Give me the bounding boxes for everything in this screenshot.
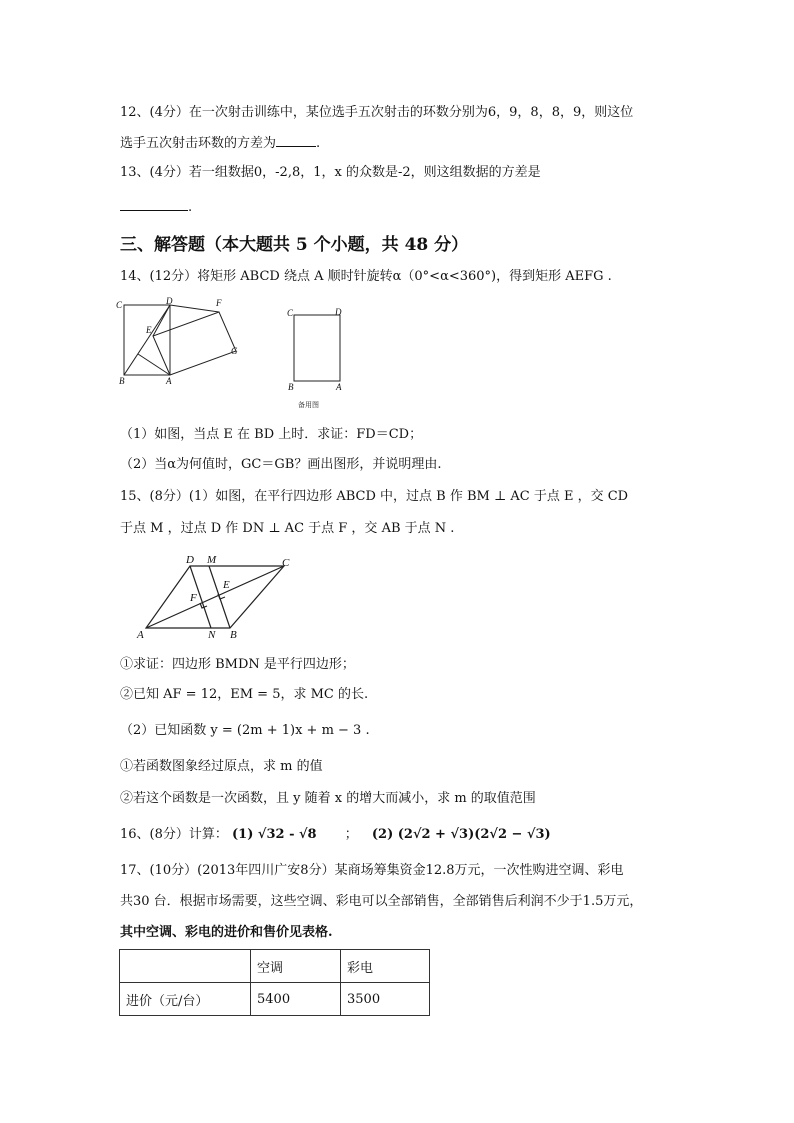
label-e: E [146,325,152,335]
q13-line2-end: . [188,200,193,215]
q15-part2: （2）已知函数 y = (2m + 1)x + m − 3 . [120,723,370,738]
label-b: B [230,629,237,641]
label-c: C [116,300,123,310]
label-d: D [186,554,194,566]
q16-prefix: 16、(8分）计算： [120,827,228,842]
q16-part2: (2) (2√2 + √3)(2√2 − √3) [371,827,551,842]
q17-price-table [119,949,430,1016]
table-header-cell: 空调 [251,950,341,983]
q14-figure-2 [285,306,355,412]
label-a: A [336,382,342,392]
label-b: B [288,382,294,392]
q16-part1: (1) √32 - √8 [232,827,317,842]
q12-line2-text: 选手五次射击环数的方差为 [120,136,277,151]
q12-line2 [120,134,320,153]
table-cell: 3500 [341,983,430,1016]
q15-line2: 于点 M ，过点 D 作 DN ⊥ AC 于点 F ，交 AB 于点 N . [120,521,455,536]
label-m: M [207,554,217,566]
q14-part2: （2）当α为何值时，GC＝GB？画出图形，并说明理由. [120,457,442,472]
q14-figure-1 [116,296,250,388]
q16-line [120,826,551,844]
q17-line3: 其中空调、彩电的进价和售价见表格. [120,925,333,940]
q14-text: 14、(12分）将矩形 ABCD 绕点 A 顺时针旋转α（0°<α<360°)，得到矩形 AEFG . [120,269,612,284]
label-f: F [216,298,222,308]
q16-separator: ； [344,827,358,842]
q13-line2 [120,198,192,217]
label-b: B [119,376,125,386]
q15-sub3: ①若函数图象经过原点，求 m 的值 [120,759,323,774]
q12-line2-end: . [316,136,321,151]
q15-sub1: ①求证：四边形 BMDN 是平行四边形； [120,657,355,672]
label-n: N [208,629,216,641]
label-d: D [335,307,342,317]
spare-rect [294,315,340,381]
label-e: E [223,579,230,591]
table-header-cell [120,950,251,983]
label-f: F [190,592,197,604]
label-g: G [231,346,238,356]
q15-figure [134,552,294,642]
segment-de [153,305,170,336]
q14-part1: （1）如图，当点 E 在 BD 上时．求证：FD＝CD； [120,427,423,442]
table-header-cell: 彩电 [341,950,430,983]
label-a: A [137,629,144,641]
q12-answer-blank[interactable] [276,134,316,147]
q17-line2: 共30 台．根据市场需要，这些空调、彩电可以全部销售，全部销售后利润不少于1.5万元， [120,894,643,909]
q15-sub4: ②若这个函数是一次函数，且 y 随着 x 的增大而减小，求 m 的取值范围 [120,791,536,806]
label-c: C [287,308,294,318]
section3-title: 三、解答题（本大题共 5 个小题，共 48 分） [120,235,469,255]
label-c: C [282,557,290,569]
q15-sub2: ②已知 AF = 12，EM = 5，求 MC 的长. [120,687,369,702]
table-header-row [120,950,430,983]
spare-figure-caption: 备用图 [298,402,319,409]
rect-aefg [153,312,236,375]
q13-answer-blank[interactable] [120,198,188,211]
q13-line1: 13、(4分）若一组数据0，-2,8，1，x 的众数是-2，则这组数据的方差是 [120,165,541,180]
label-a: A [166,376,172,386]
segment-df [170,305,219,312]
q12-line1: 12、(4分）在一次射击训练中，某位选手五次射击的环数分别为6，9，8，8，9，则这位 [120,105,634,120]
table-cell: 5400 [251,983,341,1016]
table-row [120,983,430,1016]
q17-line1: 17、(10分）(2013年四川广安8分）某商场筹集资金12.8万元，一次性购进空调、彩电 [120,863,624,878]
segment-bd [124,305,170,375]
label-d: D [166,296,173,306]
q15-line1: 15、(8分）(1）如图，在平行四边形 ABCD 中，过点 B 作 BM ⊥ AC 于点 E ，交 CD [120,489,629,504]
table-cell: 进价（元/台） [120,983,251,1016]
diagonal-ac [146,566,284,628]
